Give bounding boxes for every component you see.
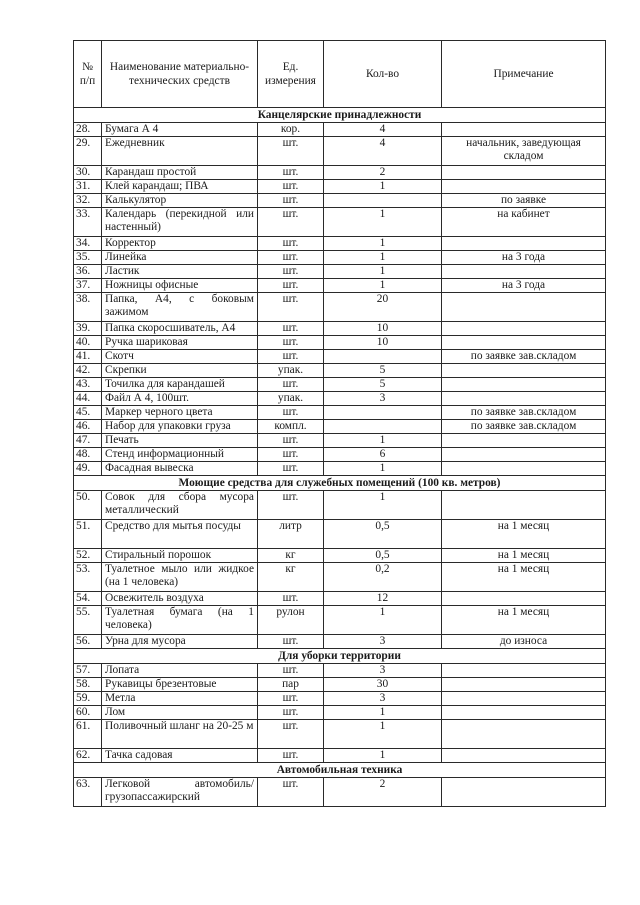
item-name: Бумага А 4 bbox=[102, 123, 258, 137]
item-name: Линейка bbox=[102, 251, 258, 265]
item-name: Точилка для карандашей bbox=[102, 378, 258, 392]
table-row bbox=[74, 635, 606, 649]
item-note bbox=[442, 434, 606, 448]
item-name: Файл А 4, 100шт. bbox=[102, 392, 258, 406]
item-quantity: 1 bbox=[324, 208, 442, 237]
item-note bbox=[442, 336, 606, 350]
item-unit: шт. bbox=[258, 406, 324, 420]
table-row bbox=[74, 166, 606, 180]
table-row bbox=[74, 378, 606, 392]
row-number: 51. bbox=[74, 520, 102, 549]
item-name: Стиральный порошок bbox=[102, 549, 258, 563]
section-title: Для уборки территории bbox=[74, 649, 606, 664]
item-note: по заявке зав.складом bbox=[442, 420, 606, 434]
item-note: на кабинет bbox=[442, 208, 606, 237]
item-name: Скрепки bbox=[102, 364, 258, 378]
table-row bbox=[74, 336, 606, 350]
header-num: № п/п bbox=[74, 41, 102, 108]
item-name: Стенд информационный bbox=[102, 448, 258, 462]
table-row bbox=[74, 350, 606, 364]
row-number: 40. bbox=[74, 336, 102, 350]
item-unit: упак. bbox=[258, 392, 324, 406]
item-quantity: 0,2 bbox=[324, 563, 442, 592]
section-title: Канцелярские принадлежности bbox=[74, 108, 606, 123]
item-name: Ластик bbox=[102, 265, 258, 279]
table-row bbox=[74, 749, 606, 763]
row-number: 28. bbox=[74, 123, 102, 137]
item-name: Легковой автомобиль/ грузопассажирский bbox=[102, 778, 258, 807]
item-name: Набор для упаковки груза bbox=[102, 420, 258, 434]
table-row bbox=[74, 434, 606, 448]
row-number: 36. bbox=[74, 265, 102, 279]
table-row bbox=[74, 720, 606, 749]
table-row bbox=[74, 137, 606, 166]
item-unit: шт. bbox=[258, 635, 324, 649]
table-row bbox=[74, 392, 606, 406]
table-row bbox=[74, 706, 606, 720]
item-name: Средство для мытья посуды bbox=[102, 520, 258, 549]
section-title: Моющие средства для служебных помещений (100 кв. метров) bbox=[74, 476, 606, 491]
item-unit: шт. bbox=[258, 279, 324, 293]
item-quantity: 1 bbox=[324, 251, 442, 265]
item-unit: шт. bbox=[258, 749, 324, 763]
row-number: 59. bbox=[74, 692, 102, 706]
row-number: 58. bbox=[74, 678, 102, 692]
row-number: 47. bbox=[74, 434, 102, 448]
item-name: Маркер черного цвета bbox=[102, 406, 258, 420]
item-unit: шт. bbox=[258, 194, 324, 208]
table-row bbox=[74, 563, 606, 592]
item-unit: шт. bbox=[258, 336, 324, 350]
item-unit: компл. bbox=[258, 420, 324, 434]
item-quantity: 1 bbox=[324, 706, 442, 720]
materials-table bbox=[73, 40, 606, 807]
row-number: 61. bbox=[74, 720, 102, 749]
item-unit: шт. bbox=[258, 293, 324, 322]
row-number: 32. bbox=[74, 194, 102, 208]
row-number: 34. bbox=[74, 237, 102, 251]
item-note bbox=[442, 265, 606, 279]
table-row bbox=[74, 251, 606, 265]
header-name: Наименование материально-технических средств bbox=[102, 41, 258, 108]
item-name: Ежедневник bbox=[102, 137, 258, 166]
item-unit: шт. bbox=[258, 237, 324, 251]
item-quantity: 6 bbox=[324, 448, 442, 462]
item-name: Скотч bbox=[102, 350, 258, 364]
item-note bbox=[442, 293, 606, 322]
section-header bbox=[74, 763, 606, 778]
item-note: на 1 месяц bbox=[442, 520, 606, 549]
table-row bbox=[74, 279, 606, 293]
row-number: 42. bbox=[74, 364, 102, 378]
item-unit: шт. bbox=[258, 720, 324, 749]
item-note: на 3 года bbox=[442, 279, 606, 293]
item-name: Календарь (перекидной или настенный) bbox=[102, 208, 258, 237]
item-unit: шт. bbox=[258, 166, 324, 180]
item-unit: пар bbox=[258, 678, 324, 692]
item-name: Рукавицы брезентовые bbox=[102, 678, 258, 692]
item-unit: шт. bbox=[258, 778, 324, 807]
item-name: Туалетное мыло или жидкое (на 1 человека) bbox=[102, 563, 258, 592]
item-note bbox=[442, 392, 606, 406]
item-note: по заявке bbox=[442, 194, 606, 208]
row-number: 37. bbox=[74, 279, 102, 293]
table-row bbox=[74, 606, 606, 635]
item-note bbox=[442, 778, 606, 807]
item-quantity: 1 bbox=[324, 606, 442, 635]
table-row bbox=[74, 448, 606, 462]
table-row bbox=[74, 692, 606, 706]
row-number: 57. bbox=[74, 664, 102, 678]
item-note bbox=[442, 720, 606, 749]
item-quantity: 1 bbox=[324, 180, 442, 194]
item-quantity: 20 bbox=[324, 293, 442, 322]
table-header bbox=[74, 41, 606, 108]
item-name: Метла bbox=[102, 692, 258, 706]
row-number: 54. bbox=[74, 592, 102, 606]
table-row bbox=[74, 778, 606, 807]
item-note bbox=[442, 180, 606, 194]
item-quantity: 1 bbox=[324, 265, 442, 279]
item-name: Карандаш простой bbox=[102, 166, 258, 180]
item-name: Корректор bbox=[102, 237, 258, 251]
item-quantity: 12 bbox=[324, 592, 442, 606]
item-quantity: 3 bbox=[324, 392, 442, 406]
table-row bbox=[74, 420, 606, 434]
item-note bbox=[442, 491, 606, 520]
row-number: 62. bbox=[74, 749, 102, 763]
item-quantity: 2 bbox=[324, 166, 442, 180]
table-row bbox=[74, 237, 606, 251]
item-unit: кор. bbox=[258, 123, 324, 137]
table-row bbox=[74, 322, 606, 336]
item-name: Лом bbox=[102, 706, 258, 720]
row-number: 41. bbox=[74, 350, 102, 364]
item-quantity: 10 bbox=[324, 322, 442, 336]
table-row bbox=[74, 678, 606, 692]
item-name: Туалетная бумага (на 1 человека) bbox=[102, 606, 258, 635]
table-row bbox=[74, 208, 606, 237]
item-note: на 3 года bbox=[442, 251, 606, 265]
item-note bbox=[442, 664, 606, 678]
item-unit: рулон bbox=[258, 606, 324, 635]
item-quantity: 1 bbox=[324, 237, 442, 251]
section-header bbox=[74, 476, 606, 491]
item-quantity bbox=[324, 406, 442, 420]
item-name: Фасадная вывеска bbox=[102, 462, 258, 476]
item-name: Освежитель воздуха bbox=[102, 592, 258, 606]
table-row bbox=[74, 549, 606, 563]
item-name: Папка скоросшиватель, А4 bbox=[102, 322, 258, 336]
item-note: на 1 месяц bbox=[442, 563, 606, 592]
item-note: по заявке зав.складом bbox=[442, 350, 606, 364]
row-number: 63. bbox=[74, 778, 102, 807]
row-number: 48. bbox=[74, 448, 102, 462]
row-number: 38. bbox=[74, 293, 102, 322]
item-name: Совок для сбора мусора металлический bbox=[102, 491, 258, 520]
row-number: 52. bbox=[74, 549, 102, 563]
item-quantity: 0,5 bbox=[324, 549, 442, 563]
item-name: Ножницы офисные bbox=[102, 279, 258, 293]
row-number: 60. bbox=[74, 706, 102, 720]
item-note bbox=[442, 123, 606, 137]
table-row bbox=[74, 364, 606, 378]
item-unit: кг bbox=[258, 563, 324, 592]
item-note: до износа bbox=[442, 635, 606, 649]
item-unit: шт. bbox=[258, 706, 324, 720]
item-quantity: 1 bbox=[324, 491, 442, 520]
item-note bbox=[442, 166, 606, 180]
item-unit: шт. bbox=[258, 137, 324, 166]
header-unit: Ед. измерения bbox=[258, 41, 324, 108]
row-number: 50. bbox=[74, 491, 102, 520]
row-number: 30. bbox=[74, 166, 102, 180]
item-quantity: 2 bbox=[324, 778, 442, 807]
row-number: 31. bbox=[74, 180, 102, 194]
item-note: начальник, заведующая складом bbox=[442, 137, 606, 166]
item-unit: шт. bbox=[258, 462, 324, 476]
table-row bbox=[74, 462, 606, 476]
section-header bbox=[74, 108, 606, 123]
item-name: Клей карандаш; ПВА bbox=[102, 180, 258, 194]
item-quantity: 3 bbox=[324, 635, 442, 649]
item-unit: шт. bbox=[258, 251, 324, 265]
item-unit: шт. bbox=[258, 448, 324, 462]
item-name: Лопата bbox=[102, 664, 258, 678]
item-quantity: 30 bbox=[324, 678, 442, 692]
row-number: 56. bbox=[74, 635, 102, 649]
table-row bbox=[74, 406, 606, 420]
section-title: Автомобильная техника bbox=[74, 763, 606, 778]
item-unit: шт. bbox=[258, 592, 324, 606]
item-note: на 1 месяц bbox=[442, 606, 606, 635]
item-unit: шт. bbox=[258, 350, 324, 364]
item-quantity bbox=[324, 350, 442, 364]
row-number: 49. bbox=[74, 462, 102, 476]
item-name: Калькулятор bbox=[102, 194, 258, 208]
item-name: Печать bbox=[102, 434, 258, 448]
item-name: Поливочный шланг на 20-25 м bbox=[102, 720, 258, 749]
item-quantity: 0,5 bbox=[324, 520, 442, 549]
table-body bbox=[74, 108, 606, 807]
item-note bbox=[442, 692, 606, 706]
row-number: 44. bbox=[74, 392, 102, 406]
item-note bbox=[442, 706, 606, 720]
row-number: 43. bbox=[74, 378, 102, 392]
row-number: 55. bbox=[74, 606, 102, 635]
item-name: Папка, А4, с боковым зажимом bbox=[102, 293, 258, 322]
header-note: Примечание bbox=[442, 41, 606, 108]
table-row bbox=[74, 194, 606, 208]
item-quantity: 5 bbox=[324, 378, 442, 392]
table-row bbox=[74, 293, 606, 322]
row-number: 53. bbox=[74, 563, 102, 592]
item-unit: шт. bbox=[258, 692, 324, 706]
table-row bbox=[74, 592, 606, 606]
item-quantity: 4 bbox=[324, 137, 442, 166]
row-number: 29. bbox=[74, 137, 102, 166]
item-unit: шт. bbox=[258, 378, 324, 392]
item-unit: шт. bbox=[258, 208, 324, 237]
item-quantity: 3 bbox=[324, 664, 442, 678]
item-note bbox=[442, 378, 606, 392]
table-row bbox=[74, 123, 606, 137]
item-unit: литр bbox=[258, 520, 324, 549]
item-quantity: 1 bbox=[324, 462, 442, 476]
item-name: Тачка садовая bbox=[102, 749, 258, 763]
row-number: 39. bbox=[74, 322, 102, 336]
item-unit: шт. bbox=[258, 265, 324, 279]
table-row bbox=[74, 265, 606, 279]
item-quantity bbox=[324, 194, 442, 208]
item-quantity: 1 bbox=[324, 720, 442, 749]
item-unit: шт. bbox=[258, 491, 324, 520]
item-quantity: 1 bbox=[324, 279, 442, 293]
item-unit: шт. bbox=[258, 434, 324, 448]
table-row bbox=[74, 664, 606, 678]
item-note: по заявке зав.складом bbox=[442, 406, 606, 420]
item-quantity: 1 bbox=[324, 749, 442, 763]
item-quantity: 3 bbox=[324, 692, 442, 706]
item-quantity: 5 bbox=[324, 364, 442, 378]
item-name: Урна для мусора bbox=[102, 635, 258, 649]
item-quantity: 1 bbox=[324, 434, 442, 448]
item-note bbox=[442, 749, 606, 763]
item-unit: шт. bbox=[258, 664, 324, 678]
item-note bbox=[442, 678, 606, 692]
item-name: Ручка шариковая bbox=[102, 336, 258, 350]
row-number: 33. bbox=[74, 208, 102, 237]
item-note bbox=[442, 364, 606, 378]
row-number: 46. bbox=[74, 420, 102, 434]
item-unit: шт. bbox=[258, 322, 324, 336]
item-note: на 1 месяц bbox=[442, 549, 606, 563]
header-qty: Кол-во bbox=[324, 41, 442, 108]
item-note bbox=[442, 592, 606, 606]
item-note bbox=[442, 462, 606, 476]
item-unit: упак. bbox=[258, 364, 324, 378]
item-quantity: 4 bbox=[324, 123, 442, 137]
row-number: 35. bbox=[74, 251, 102, 265]
row-number: 45. bbox=[74, 406, 102, 420]
item-quantity bbox=[324, 420, 442, 434]
table-row bbox=[74, 520, 606, 549]
section-header bbox=[74, 649, 606, 664]
item-note bbox=[442, 322, 606, 336]
item-unit: кг bbox=[258, 549, 324, 563]
item-unit: шт. bbox=[258, 180, 324, 194]
item-note bbox=[442, 237, 606, 251]
item-quantity: 10 bbox=[324, 336, 442, 350]
item-note bbox=[442, 448, 606, 462]
table-row bbox=[74, 180, 606, 194]
table-row bbox=[74, 491, 606, 520]
